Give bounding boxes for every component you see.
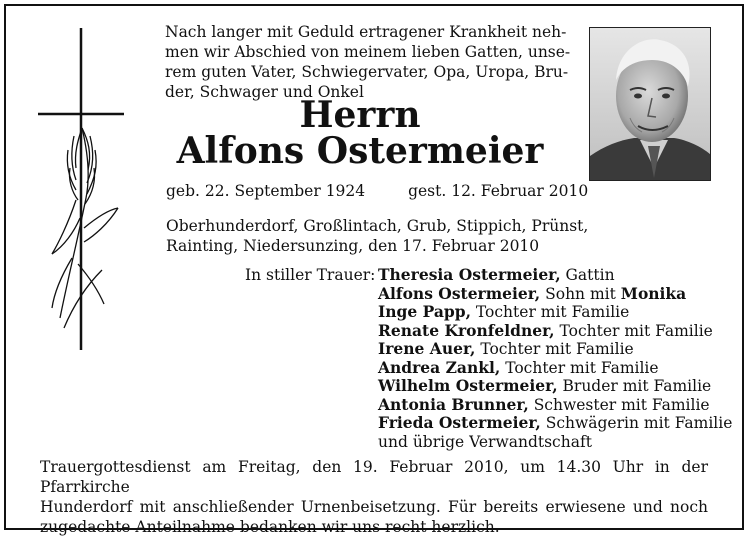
mourner-name: Frieda Ostermeier, <box>378 413 541 432</box>
deceased-name: Alfons Ostermeier <box>176 130 544 172</box>
mourner-row <box>378 285 732 304</box>
mourner-name: Alfons Ostermeier, <box>378 283 541 303</box>
cross-with-wheat-icon <box>38 28 124 350</box>
mourning-label: In stiller Trauer: <box>245 266 376 284</box>
mourner-relation: Gattin <box>560 266 615 284</box>
mourner-relation: Sohn mit <box>540 284 621 303</box>
mourner-relation: Schwägerin mit Familie <box>540 414 733 432</box>
mourner-name: Andrea Zankl, <box>378 357 501 377</box>
mourners-list <box>378 266 732 451</box>
mourner-row <box>378 396 732 415</box>
mourner-relation: Bruder mit Familie <box>557 377 712 395</box>
deceased-heading <box>150 94 570 172</box>
service-announcement <box>40 457 708 537</box>
mourner-partner-name: Monika <box>620 283 687 303</box>
death-date: gest. 12. Februar 2010 <box>408 182 589 200</box>
deceased-portrait <box>589 27 711 181</box>
mourner-name: Renate Kronfeldner, <box>378 320 555 340</box>
mourner-relation: Tochter mit Familie <box>470 303 630 321</box>
place-line: Oberhunderdorf, Großlintach, Grub, Stippich, Prünst, <box>166 217 589 235</box>
mourner-name: Irene Auer, <box>378 339 476 358</box>
service-line: Trauergottesdienst am Freitag, den 19. Februar 2010, um 14.30 Uhr in der Pfarrkirche <box>40 458 708 496</box>
mourner-row <box>378 303 732 322</box>
place-and-date <box>166 216 588 256</box>
service-line: Hunderdorf mit anschließender Urnenbeisetzung. Für bereits erwiesene und noch <box>40 498 708 516</box>
mourner-relation: Schwester mit Familie <box>528 395 710 414</box>
mourner-relation: Tochter mit Familie <box>475 340 634 358</box>
intro-line: rem guten Vater, Schwiegervater, Opa, Uropa, Bru- <box>165 63 569 81</box>
mourner-name: Wilhelm Ostermeier, <box>378 376 558 395</box>
place-line: Rainting, Niedersunzing, den 17. Februar 2010 <box>166 237 540 255</box>
intro-text <box>165 22 571 102</box>
mourner-row <box>378 414 732 433</box>
mourner-name: Antonia Brunner, <box>378 394 529 414</box>
life-dates <box>166 181 588 201</box>
service-line: zugedachte Anteilnahme bedanken wir uns recht herzlich. <box>40 518 500 536</box>
mourner-row <box>378 322 732 341</box>
mourner-row <box>378 377 732 396</box>
salutation: Herrn <box>299 94 421 136</box>
mourner-relation: Tochter mit Familie <box>500 358 659 377</box>
mourner-row <box>378 266 732 285</box>
mourners-closing: und übrige Verwandtschaft <box>378 432 592 451</box>
mourner-relation: Tochter mit Familie <box>554 321 713 340</box>
intro-line: der, Schwager und Onkel <box>165 83 364 101</box>
mourner-row <box>378 340 732 359</box>
mourner-name: Inge Papp, <box>378 302 471 321</box>
birth-date: geb. 22. September 1924 <box>166 182 366 200</box>
mourner-name: Theresia Ostermeier, <box>378 265 561 284</box>
intro-line: Nach langer mit Geduld ertragener Krankheit neh- <box>165 23 567 41</box>
mourner-row <box>378 359 732 378</box>
intro-line: men wir Abschied von meinem lieben Gatten, unse- <box>165 43 571 61</box>
portrait-image <box>590 28 711 181</box>
